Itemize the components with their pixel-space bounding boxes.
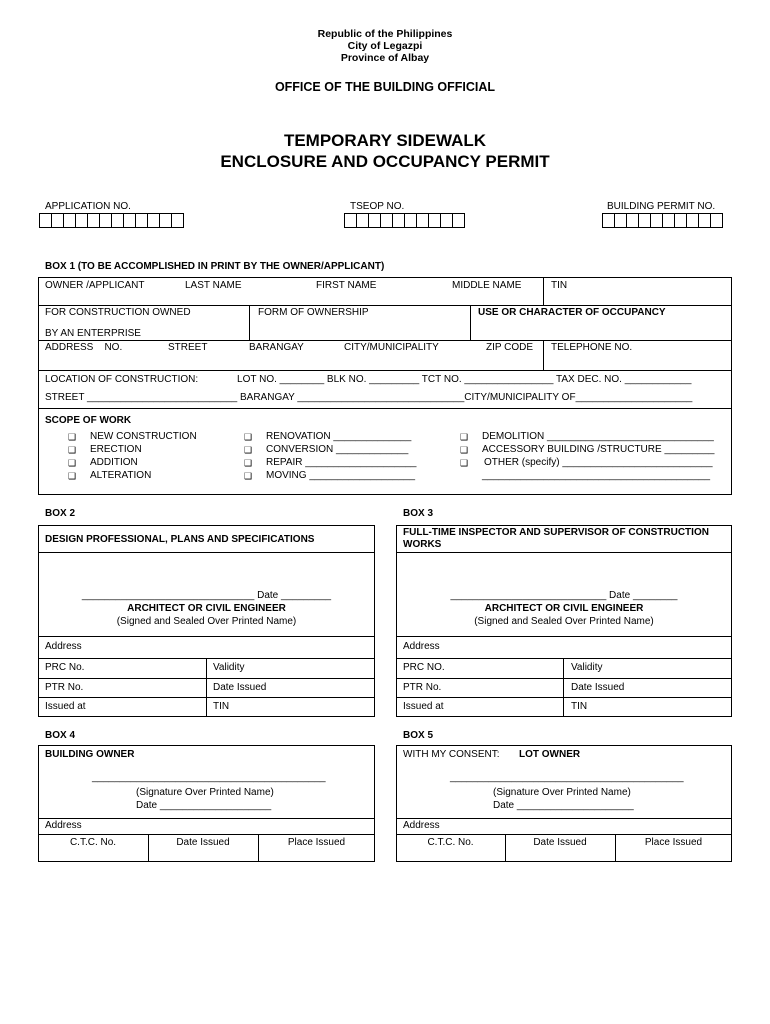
application-no-field[interactable] bbox=[39, 213, 183, 228]
zip-label: ZIP CODE bbox=[486, 342, 534, 353]
box2-title: DESIGN PROFESSIONAL, PLANS AND SPECIFICATIONS bbox=[45, 534, 315, 545]
scope-other-blank: _________________________________________ bbox=[482, 470, 711, 481]
box3-prc: PRC NO. bbox=[403, 662, 445, 673]
use-occupancy-label: USE OR CHARACTER OF OCCUPANCY bbox=[478, 307, 666, 318]
checkbox-moving[interactable]: ❑ bbox=[244, 471, 253, 481]
city-text: City of Legazpi bbox=[347, 40, 423, 52]
scope-conversion: CONVERSION _____________ bbox=[266, 444, 409, 455]
scope-accessory: ACCESSORY BUILDING /STRUCTURE _________ bbox=[482, 444, 715, 455]
address-label: ADDRESS NO. bbox=[45, 342, 123, 353]
box4-date-issued: Date Issued bbox=[176, 837, 230, 848]
application-no-label: APPLICATION NO. bbox=[45, 201, 131, 212]
checkbox-conversion[interactable]: ❑ bbox=[244, 445, 253, 455]
building-permit-no-label: BUILDING PERMIT NO. bbox=[607, 201, 716, 212]
scope-alteration: ALTERATION bbox=[90, 470, 152, 481]
box4-date: Date ____________________ bbox=[136, 800, 272, 811]
title-line-1: TEMPORARY SIDEWALK bbox=[283, 131, 487, 150]
box5-lot-owner: LOT OWNER bbox=[519, 749, 581, 760]
box2-signed-note: (Signed and Sealed Over Printed Name) bbox=[116, 616, 297, 627]
box5-date-issued: Date Issued bbox=[533, 837, 587, 848]
scope-renovation: RENOVATION ______________ bbox=[266, 431, 412, 442]
scope-addition: ADDITION bbox=[90, 457, 138, 468]
scope-repair: REPAIR ____________________ bbox=[266, 457, 417, 468]
box3-validity: Validity bbox=[571, 662, 603, 673]
location-line: LOCATION OF CONSTRUCTION: LOT NO. ________ BLK NO. _________ TCT NO. ________________ TAX DEC. NO. ____________ bbox=[45, 374, 692, 385]
box5-address: Address bbox=[403, 820, 440, 831]
office-title: OFFICE OF THE BUILDING OFFICIAL bbox=[274, 80, 496, 94]
tseop-no-field[interactable] bbox=[344, 213, 464, 228]
box2-validity: Validity bbox=[213, 662, 245, 673]
checkbox-accessory[interactable]: ❑ bbox=[460, 445, 469, 455]
by-enterprise-label: BY AN ENTERPRISE bbox=[45, 328, 141, 339]
box3-ptr: PTR No. bbox=[403, 682, 442, 693]
title-line-2: ENCLOSURE AND OCCUPANCY PERMIT bbox=[220, 152, 550, 171]
box4-label: BOX 4 bbox=[45, 730, 76, 741]
box2-address: Address bbox=[45, 641, 82, 652]
box3-signature-line: ____________________________ Date ________ bbox=[450, 590, 678, 601]
checkbox-repair[interactable]: ❑ bbox=[244, 458, 253, 468]
street-label: STREET bbox=[168, 342, 208, 353]
box4-address: Address bbox=[45, 820, 82, 831]
checkbox-alteration[interactable]: ❑ bbox=[68, 471, 77, 481]
box3-issued-at: Issued at bbox=[403, 701, 444, 712]
checkbox-renovation[interactable]: ❑ bbox=[244, 432, 253, 442]
checkbox-erection[interactable]: ❑ bbox=[68, 445, 77, 455]
box5-label: BOX 5 bbox=[403, 730, 434, 741]
box2-role: ARCHITECT OR CIVIL ENGINEER bbox=[127, 603, 286, 614]
box5-ctc: C.T.C. No. bbox=[427, 837, 474, 848]
box5-signature-line: __________________________________________ bbox=[450, 772, 684, 783]
box5-place-issued: Place Issued bbox=[644, 837, 703, 848]
box2-label: BOX 2 bbox=[45, 508, 76, 519]
box5-consent: WITH MY CONSENT: bbox=[403, 749, 500, 760]
scope-erection: ERECTION bbox=[90, 444, 142, 455]
republic-text: Republic of the Philippines bbox=[317, 28, 453, 40]
box3-signed-note: (Signed and Sealed Over Printed Name) bbox=[474, 616, 654, 627]
header-block bbox=[0, 28, 770, 64]
box3-label: BOX 3 bbox=[403, 508, 434, 519]
checkbox-demolition[interactable]: ❑ bbox=[460, 432, 469, 442]
scope-demolition: DEMOLITION ______________________________ bbox=[482, 431, 714, 442]
page-title bbox=[0, 130, 770, 172]
last-name-label: LAST NAME bbox=[185, 280, 242, 291]
tin-label: TIN bbox=[551, 280, 568, 291]
box5-signature-note: (Signature Over Printed Name) bbox=[493, 787, 631, 798]
box2-ptr: PTR No. bbox=[45, 682, 84, 693]
province-text: Province of Albay bbox=[340, 52, 430, 64]
box3-tin: TIN bbox=[571, 701, 588, 712]
box2-prc: PRC No. bbox=[45, 662, 85, 673]
box4-signature-line: __________________________________________ bbox=[92, 772, 326, 783]
box4-ctc: C.T.C. No. bbox=[69, 837, 117, 848]
checkbox-new-construction[interactable]: ❑ bbox=[68, 432, 77, 442]
box5-date: Date _____________________ bbox=[493, 800, 634, 811]
tseop-no-label: TSEOP NO. bbox=[350, 201, 405, 212]
checkbox-addition[interactable]: ❑ bbox=[68, 458, 77, 468]
form-ownership-label: FORM OF OWNERSHIP bbox=[258, 307, 369, 318]
box2-signature-line: _______________________________ Date _________ bbox=[81, 590, 332, 601]
barangay-label: BARANGAY bbox=[249, 342, 304, 353]
scope-heading: SCOPE OF WORK bbox=[45, 415, 132, 426]
telephone-label: TELEPHONE NO. bbox=[551, 342, 633, 353]
for-construction-label: FOR CONSTRUCTION OWNED bbox=[45, 307, 191, 318]
street-line: STREET ___________________________ BARANGAY ______________________________CITY/MUNICIPALITY OF_____________________ bbox=[45, 392, 693, 403]
scope-other: OTHER (specify) ___________________________ bbox=[484, 457, 713, 468]
box4-signature-note: (Signature Over Printed Name) bbox=[136, 787, 274, 798]
box4-place-issued: Place Issued bbox=[287, 837, 346, 848]
building-permit-no-field[interactable] bbox=[602, 213, 722, 228]
box3-date-issued: Date Issued bbox=[571, 682, 625, 693]
scope-new-construction: NEW CONSTRUCTION bbox=[90, 431, 197, 442]
box3-title: FULL-TIME INSPECTOR AND SUPERVISOR OF CONSTRUCTION WORKS bbox=[403, 527, 709, 550]
city-label: CITY/MUNICIPALITY bbox=[344, 342, 439, 353]
owner-applicant-label: OWNER /APPLICANT bbox=[45, 280, 145, 291]
box2-date-issued: Date Issued bbox=[213, 682, 267, 693]
box4-title: BUILDING OWNER bbox=[45, 749, 135, 760]
checkbox-other[interactable]: ❑ bbox=[460, 458, 469, 468]
box3-role: ARCHITECT OR CIVIL ENGINEER bbox=[484, 603, 644, 614]
first-name-label: FIRST NAME bbox=[316, 280, 377, 291]
scope-moving: MOVING ___________________ bbox=[266, 470, 416, 481]
box2-issued-at: Issued at bbox=[45, 701, 86, 712]
box3-address: Address bbox=[403, 641, 440, 652]
box2-tin: TIN bbox=[213, 701, 230, 712]
box1-heading: BOX 1 (TO BE ACCOMPLISHED IN PRINT BY THE OWNER/APPLICANT) bbox=[45, 261, 385, 272]
middle-name-label: MIDDLE NAME bbox=[452, 280, 522, 291]
